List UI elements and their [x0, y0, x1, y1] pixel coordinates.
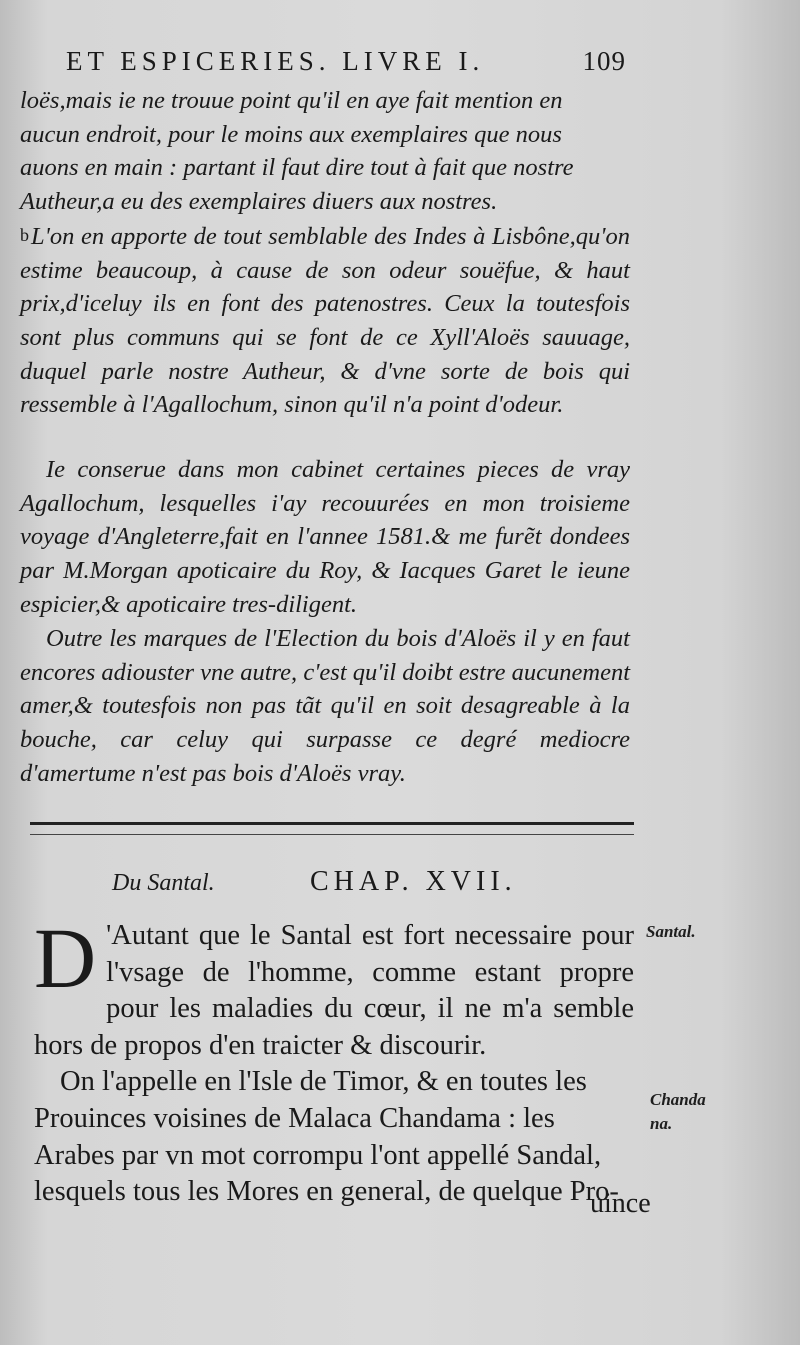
margin-note-chandana [650, 1088, 706, 1136]
commentary-line: Autheur,a eu des exemplaires diuers aux nostres. [20, 188, 498, 216]
commentary-line: aucun endroit, pour le moins aux exemplaires que nous [20, 120, 562, 148]
commentary-note-b [20, 84, 630, 422]
section-divider [30, 822, 634, 835]
chapter-heading [30, 866, 630, 906]
commentary-paragraph-ie [20, 453, 630, 622]
margin-note-line: Chanda [650, 1090, 706, 1109]
note-b-text: L'on en apporte de tout semblable des Indes à Lisbône,qu'on estime beaucoup, à cause de son odeur souëfue, & haut prix,d'iceluy ils en font des patenostres. Ceux la toutesfois sont plus communs qui se font de ce Xyll'Aloës sauuage, duquel parle nostre Autheur, & d'vne sorte de bois qui ressemble à l'Agallochum, sinon qu'il n'a point d'odeur. [20, 222, 630, 419]
note-marker: b [20, 224, 29, 245]
body-paragraph: On l'appelle en l'Isle de Timor, & en toutes les Prouinces voisines de Malaca Chandama : les Arabes par vn mot corrompu l'ont appellé Sandal, lesquels tous les Mores en general, de quelque Pro- [34, 1066, 619, 1208]
chapter-subject: Du Santal. [112, 870, 215, 896]
running-header [66, 46, 626, 82]
chapter-body [34, 910, 634, 1211]
drop-cap: D [34, 910, 97, 1006]
commentary-line: loës,mais ie ne trouue point qu'il en aye fait mention en [20, 87, 563, 114]
page-number: 109 [582, 46, 626, 76]
commentary-line: auons en main : partant il faut dire tout à fait que nostre [20, 154, 574, 182]
paragraph-text: Outre les marques de l'Election du bois d'Aloës il y en faut encores adiouster vne autre, c'est qu'il doibt estre aucunement amer,& toutesfois non pas tãt qu'il en soit desagreable à la bouche, car celuy qui surpasse ce degré mediocre d'amertume n'est pas bois d'Aloës vray. [20, 625, 630, 787]
body-paragraph [34, 910, 634, 1064]
commentary-paragraph-outre [20, 622, 630, 791]
catchword: uince [590, 1188, 651, 1219]
margin-note-santal: Santal. [646, 922, 696, 941]
body-text: 'Autant que le Santal est fort necessaire pour l'vsage de l'homme, comme estant propre pour les maladies du cœur, il ne m'a semble hors de propos d'en traicter & discourir. [34, 920, 634, 1061]
chapter-number: CHAP. XVII. [310, 866, 517, 897]
paragraph-text: Ie conserue dans mon cabinet certaines pieces de vray Agallochum, lesquelles i'ay recouurées en mon troisieme voyage d'Angleterre,fait en l'annee 1581.& me furẽt dondees par M.Morgan apoticaire du Roy, & Iacques Garet le ieune espicier,& apoticaire tres-diligent. [20, 456, 630, 618]
running-title: ET ESPICERIES. LIVRE I. [66, 46, 485, 76]
margin-note-line: na. [650, 1114, 673, 1133]
note-b-paragraph [20, 219, 630, 422]
